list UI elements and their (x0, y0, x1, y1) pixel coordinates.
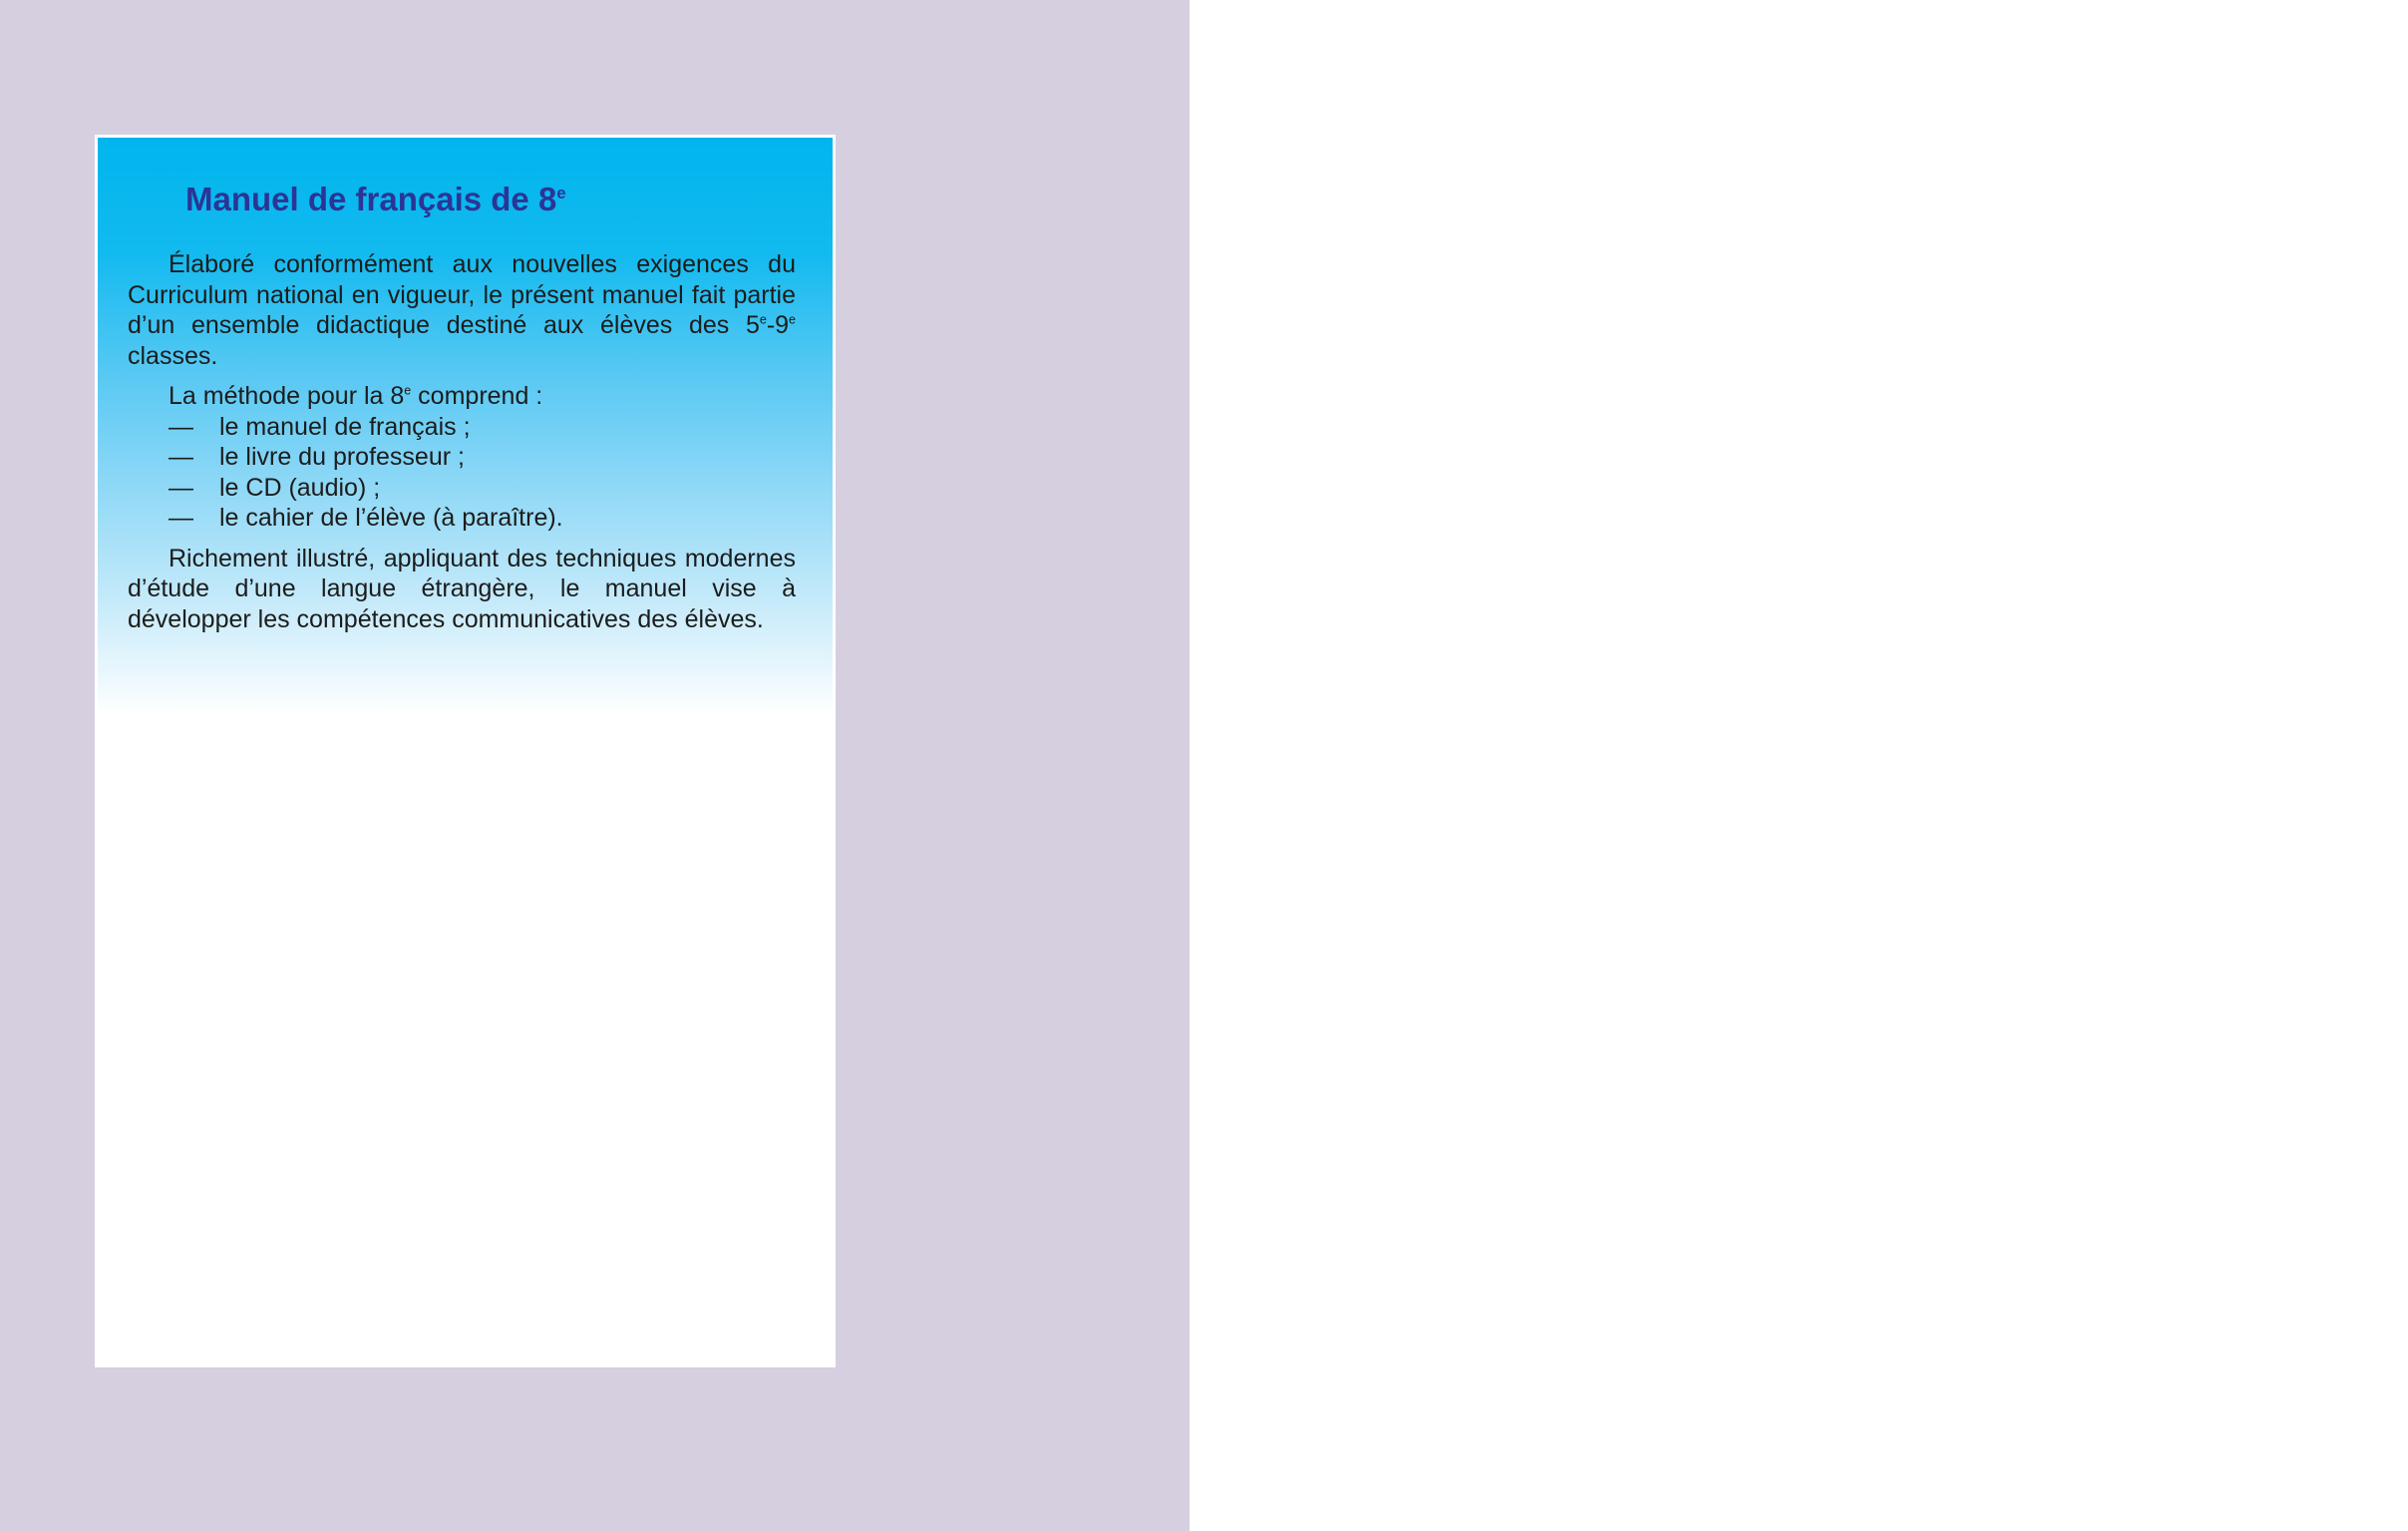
list-item (128, 442, 796, 473)
back-cover-panel (0, 0, 1190, 1531)
list-dash: — (169, 504, 193, 532)
intro-superscript-1: e (759, 312, 767, 327)
list-dash: — (169, 473, 193, 502)
list-item-text: le CD (audio) ; (219, 473, 381, 502)
intro-superscript-2: e (789, 312, 796, 327)
description-card (95, 135, 836, 1367)
closing-paragraph: Richement illustré, appliquant des techniques modernes d’étude d’une langue étrangère, le manuel vise à développer les compétences communicatives des élèves. (128, 544, 796, 633)
list-dash: — (169, 412, 193, 441)
list-item-text: le manuel de français ; (219, 412, 471, 441)
list-item (128, 503, 796, 534)
method-intro (128, 381, 796, 412)
book-title-superscript: e (556, 185, 566, 202)
book-title (185, 180, 796, 219)
card-content (128, 180, 796, 644)
method-intro-superscript: e (404, 383, 412, 398)
list-dash: — (169, 443, 193, 471)
list-item-text: le cahier de l’élève (à paraître). (219, 504, 563, 532)
blank-right-page (1190, 0, 2408, 1531)
method-intro-part1: La méthode pour la 8 (169, 382, 405, 410)
list-item (128, 473, 796, 504)
method-intro-part2: comprend : (411, 382, 543, 410)
list-item-text: le livre du professeur ; (219, 443, 465, 471)
intro-text-part3: classes. (128, 341, 218, 370)
intro-text-part2: -9 (766, 311, 790, 339)
book-title-text: Manuel de français de 8 (185, 181, 557, 217)
intro-paragraph (128, 249, 796, 371)
method-list (128, 412, 796, 534)
list-item (128, 412, 796, 443)
intro-text-part1: Élaboré conformément aux nouvelles exigences du Curriculum national en vigueur, le présent manuel fait partie d’un ensemble didactique destiné aux élèves des 5 (128, 250, 796, 339)
